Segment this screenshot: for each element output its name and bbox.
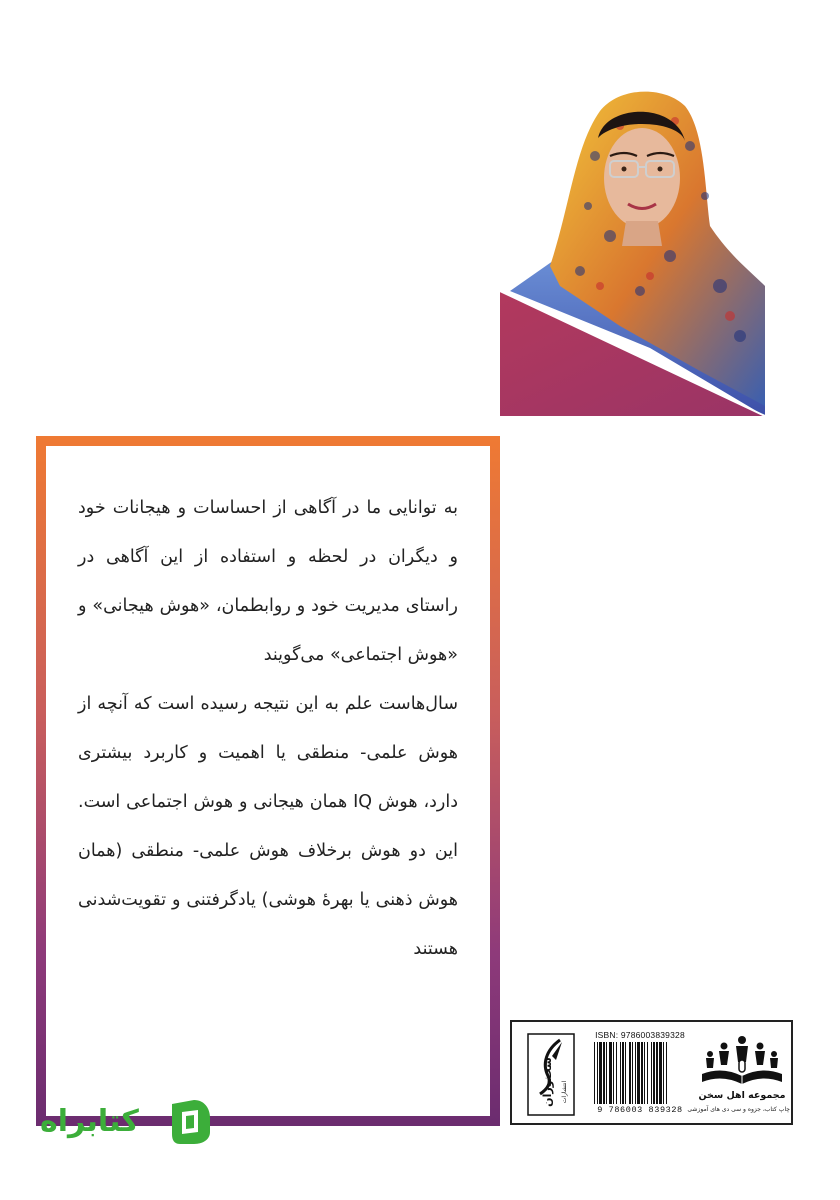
ketabrah-text: کتابراه xyxy=(40,1104,139,1139)
imprint-logo-text: سخنوران xyxy=(541,1057,554,1107)
series-subtitle: چاپ کتاب، جزوه و سی دی های آموزشی xyxy=(687,1106,790,1113)
sokhanvaran-logo-icon xyxy=(526,1032,576,1117)
ahl-sokhan-logo-icon xyxy=(696,1032,788,1092)
ketabrah-logo-icon xyxy=(168,1098,212,1146)
barcode-digits: 9 786003 839328 xyxy=(597,1105,683,1115)
blurb-inner xyxy=(46,446,490,1116)
ketabrah-watermark xyxy=(40,1096,220,1152)
blurb-paragraph-2: سال‌هاست علم به این نتیجه رسیده است که آنچه از هوش علمی- منطقی یا اهمیت و کاربرد بیشتری دارد، هوش IQ همان هیجانی و هوش اجتماعی است. این دو هوش برخلاف هوش علمی- منطقی (همان هوش ذهنی یا بهرهٔ هوشی) یادگرفتنی و تقویت‌شدنی هستند xyxy=(78,694,458,959)
publisher-box xyxy=(510,1020,793,1125)
isbn-label: ISBN: 9786003839328 xyxy=(595,1030,685,1040)
author-photo xyxy=(500,86,765,416)
barcode-area xyxy=(590,1030,690,1118)
blurb-paragraph-1: به توانایی ما در آگاهی از احساسات و هیجانات خود و دیگران در لحظه و استفاده از این آگاهی در راستای مدیریت خود و روابطمان، «هوش هیجانی» و «هوش اجتماعی» می‌گویند xyxy=(78,498,458,665)
blurb-frame xyxy=(36,436,500,1126)
imprint-logo-caption: انتشارات xyxy=(561,1080,568,1104)
barcode-icon xyxy=(592,1042,688,1104)
series-title: مجموعه اهل سخن xyxy=(698,1090,786,1101)
